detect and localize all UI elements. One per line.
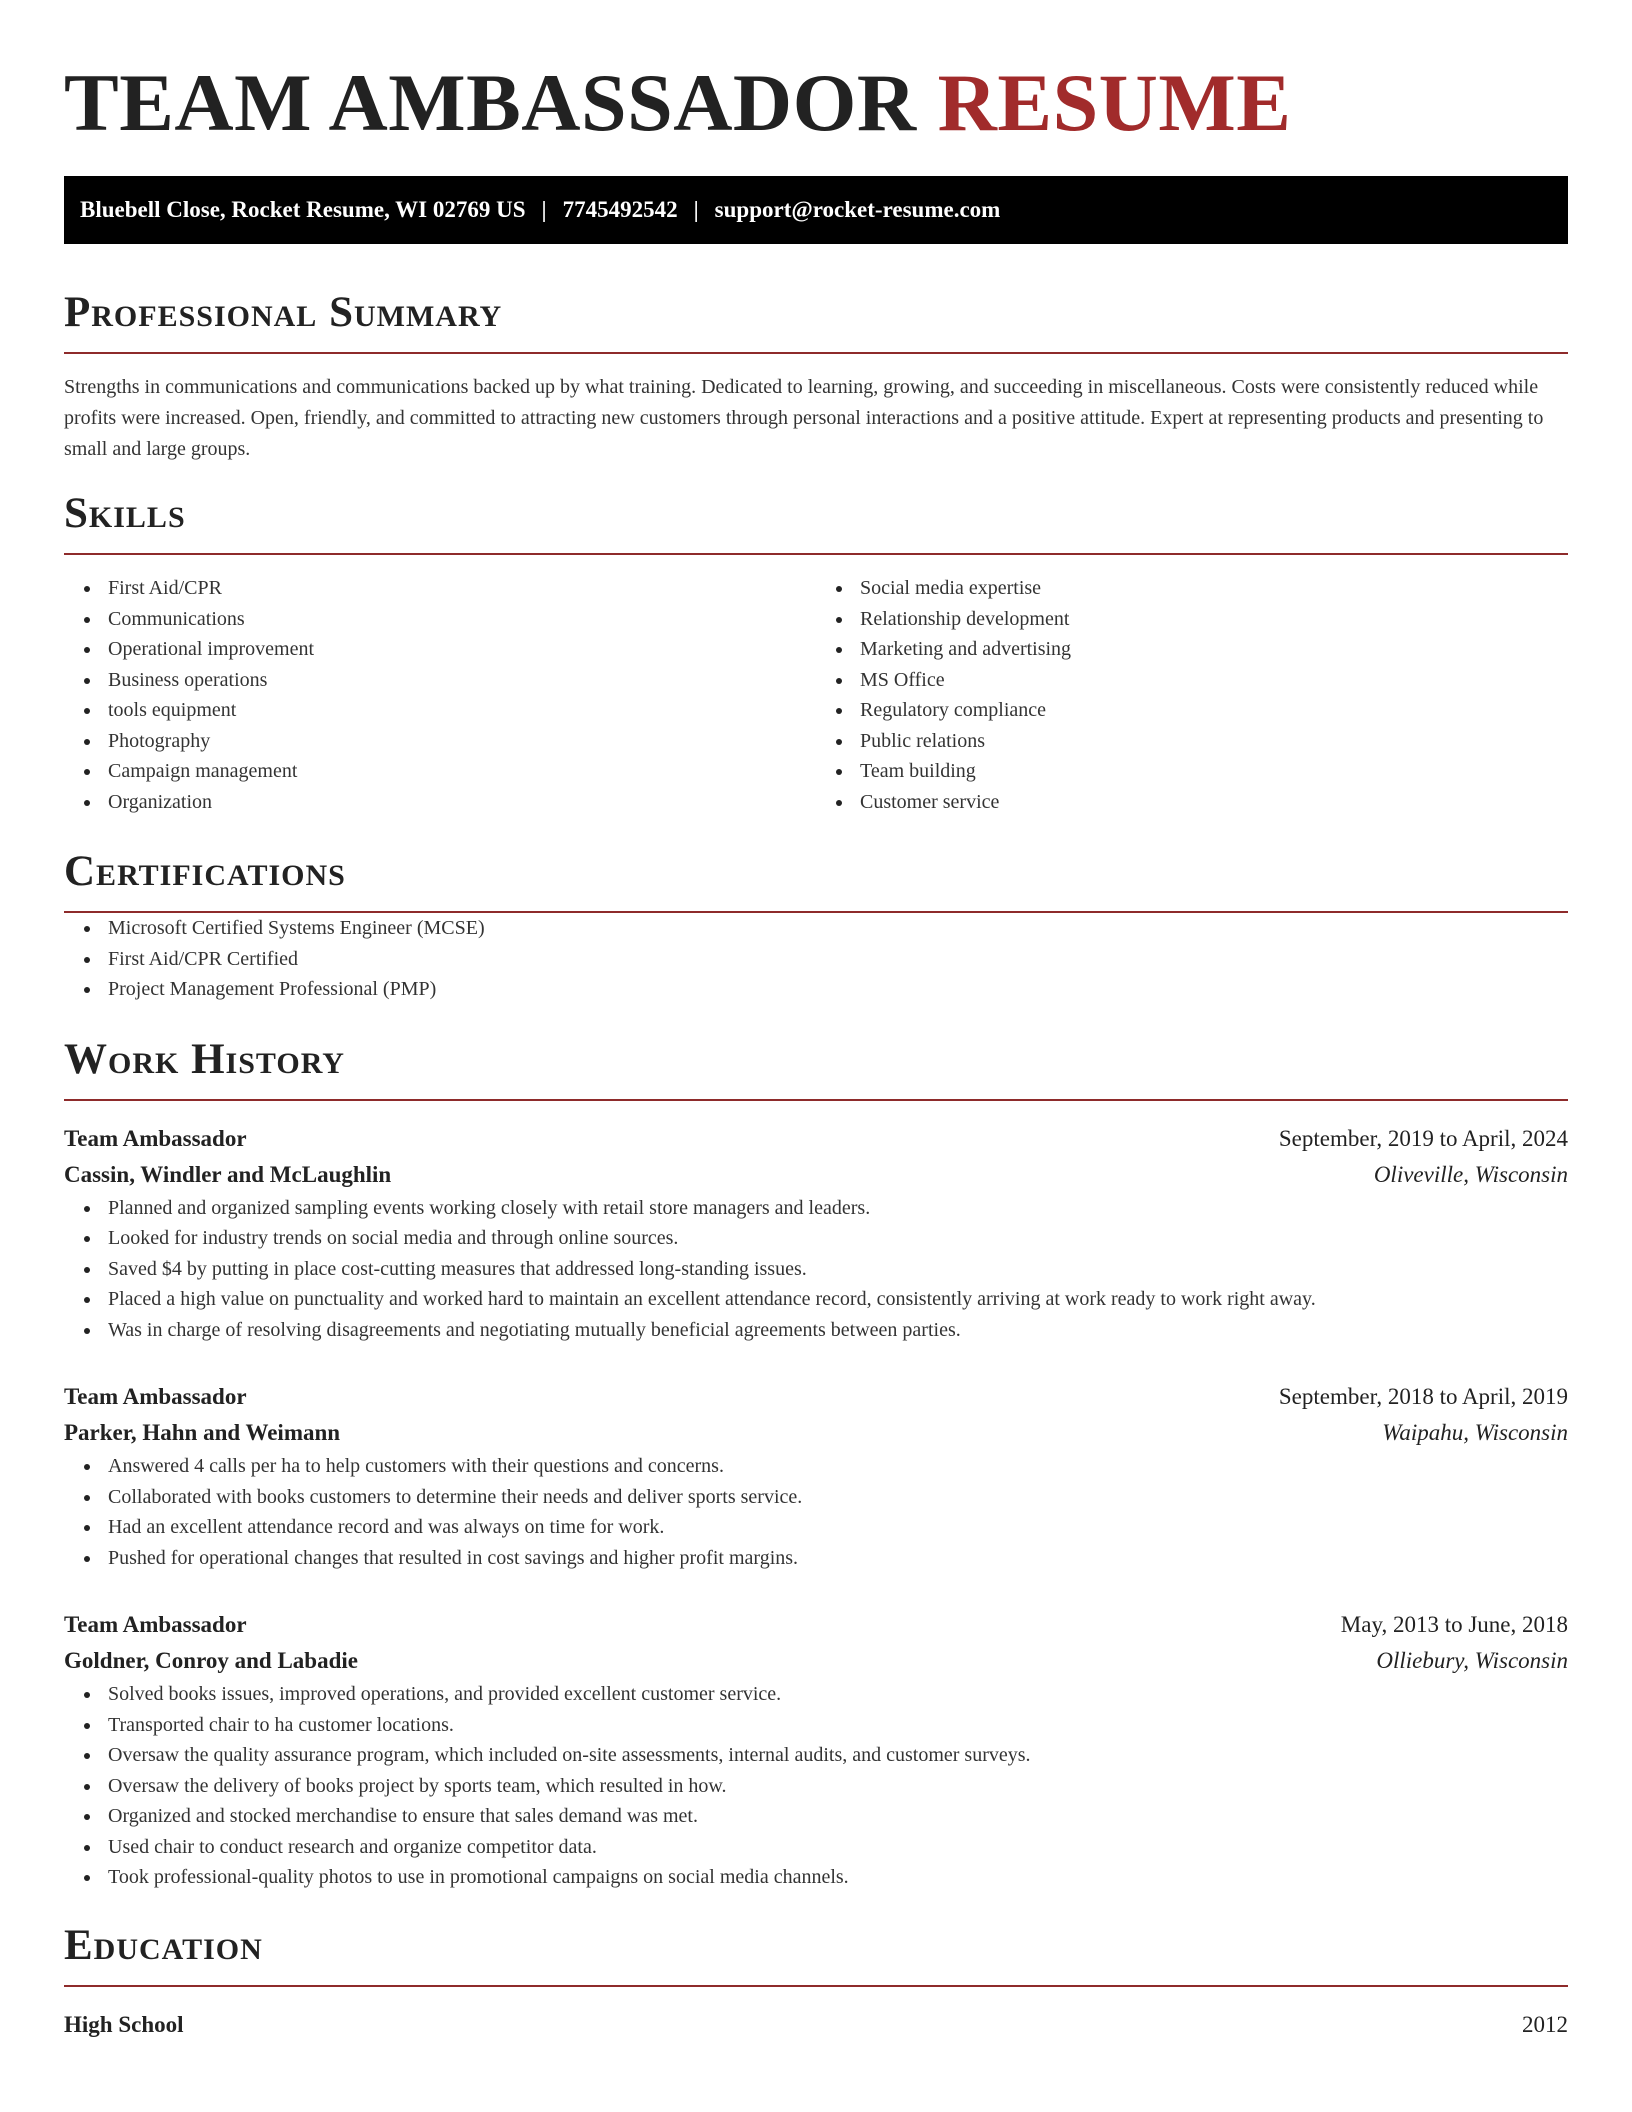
job-duty: Looked for industry trends on social media and through online sources. <box>108 1223 1568 1254</box>
contact-bar <box>64 176 1568 244</box>
title-main: TEAM AMBASSADOR <box>64 57 917 148</box>
skill-item: Relationship development <box>860 604 1568 635</box>
job-duty: Took professional-quality photos to use in promotional campaigns on social media channels. <box>108 1862 1568 1893</box>
job-duty: Used chair to conduct research and organize competitor data. <box>108 1832 1568 1863</box>
job-duty: Saved $4 by putting in place cost-cutting measures that addressed long-standing issues. <box>108 1254 1568 1285</box>
job-duty: Oversaw the delivery of books project by sports team, which resulted in how. <box>108 1771 1568 1802</box>
job-location: Waipahu, Wisconsin <box>1382 1420 1568 1445</box>
job-duty: Planned and organized sampling events working closely with retail store managers and leaders. <box>108 1193 1568 1224</box>
skill-item: Operational improvement <box>108 634 816 665</box>
job-duty: Was in charge of resolving disagreements and negotiating mutually beneficial agreements between parties. <box>108 1315 1568 1346</box>
certifications-heading: Certifications <box>64 847 1568 913</box>
job-duty: Solved books issues, improved operations, and provided excellent customer service. <box>108 1679 1568 1710</box>
summary-heading: Professional Summary <box>64 288 1568 354</box>
certification-item: Microsoft Certified Systems Engineer (MCSE) <box>108 913 1568 944</box>
skill-item: Marketing and advertising <box>860 634 1568 665</box>
job-duty: Had an excellent attendance record and was always on time for work. <box>108 1512 1568 1543</box>
job-duties <box>64 1193 1568 1346</box>
skills-list-right <box>816 573 1568 817</box>
job-duties <box>64 1451 1568 1573</box>
job-dates: September, 2019 to April, 2024 <box>1278 1125 1568 1151</box>
job-entry <box>64 1379 1568 1573</box>
job-company: Cassin, Windler and McLaughlin <box>64 1161 392 1187</box>
skill-item: Campaign management <box>108 756 816 787</box>
title-accent: RESUME <box>937 57 1292 148</box>
job-title: Team Ambassador <box>64 1125 247 1151</box>
certification-item: Project Management Professional (PMP) <box>108 974 1568 1005</box>
skill-item: Regulatory compliance <box>860 695 1568 726</box>
job-entry <box>64 1121 1568 1346</box>
skills-columns <box>64 573 1568 817</box>
certification-item: First Aid/CPR Certified <box>108 944 1568 975</box>
education-degree: High School <box>64 2011 184 2037</box>
contact-email: support@rocket-resume.com <box>714 197 1001 222</box>
education-entry <box>64 2007 1568 2043</box>
skill-item: Communications <box>108 604 816 635</box>
certifications-section <box>64 847 1568 1005</box>
job-title: Team Ambassador <box>64 1384 247 1409</box>
certifications-list <box>64 913 1568 1005</box>
job-duties <box>64 1679 1568 1893</box>
work-history-heading: Work History <box>64 1035 1568 1101</box>
education-section <box>64 1921 1568 2043</box>
skill-item: tools equipment <box>108 695 816 726</box>
skill-item: Team building <box>860 756 1568 787</box>
job-company: Parker, Hahn and Weimann <box>64 1420 341 1445</box>
job-duty: Pushed for operational changes that resulted in cost savings and higher profit margins. <box>108 1543 1568 1574</box>
education-heading: Education <box>64 1921 1568 1987</box>
job-entry <box>64 1607 1568 1893</box>
summary-text: Strengths in communications and communications backed up by what training. Dedicated to learning, growing, and succeeding in miscellaneous. Costs were consistently reduced while profits were increased. Open, friendly, and committed to attracting new customers through personal interactions and a positive attitude. Expert at representing products and presenting to small and large groups. <box>64 376 1544 460</box>
skill-item: Photography <box>108 726 816 757</box>
job-duty: Collaborated with books customers to determine their needs and deliver sports service. <box>108 1482 1568 1513</box>
summary-section <box>64 288 1568 465</box>
skills-section <box>64 489 1568 817</box>
work-history-section <box>64 1035 1568 1893</box>
skills-list-left <box>64 573 816 817</box>
job-duty: Answered 4 calls per ha to help customers with their questions and concerns. <box>108 1451 1568 1482</box>
job-duty: Oversaw the quality assurance program, which included on-site assessments, internal audits, and customer surveys. <box>108 1740 1568 1771</box>
skill-item: Business operations <box>108 665 816 696</box>
contact-address: Bluebell Close, Rocket Resume, WI 02769 US <box>80 197 526 222</box>
skill-item: First Aid/CPR <box>108 573 816 604</box>
skills-heading: Skills <box>64 489 1568 555</box>
skill-item: Customer service <box>860 787 1568 818</box>
job-dates: September, 2018 to April, 2019 <box>1278 1384 1568 1409</box>
job-title: Team Ambassador <box>64 1612 247 1637</box>
skill-item: MS Office <box>860 665 1568 696</box>
contact-separator: | <box>693 197 699 222</box>
resume-title <box>64 0 1568 148</box>
job-location: Oliveville, Wisconsin <box>1373 1161 1568 1187</box>
job-duty: Transported chair to ha customer locations. <box>108 1710 1568 1741</box>
job-company: Goldner, Conroy and Labadie <box>64 1648 358 1673</box>
job-location: Olliebury, Wisconsin <box>1376 1648 1568 1673</box>
job-dates: May, 2013 to June, 2018 <box>1340 1612 1568 1637</box>
education-year: 2012 <box>1522 2011 1568 2037</box>
contact-separator: | <box>541 197 547 222</box>
job-duty: Organized and stocked merchandise to ensure that sales demand was met. <box>108 1801 1568 1832</box>
contact-phone: 7745492542 <box>562 197 678 222</box>
job-duty: Placed a high value on punctuality and worked hard to maintain an excellent attendance record, consistently arriving at work ready to work right away. <box>108 1284 1568 1315</box>
skill-item: Organization <box>108 787 816 818</box>
skill-item: Social media expertise <box>860 573 1568 604</box>
skill-item: Public relations <box>860 726 1568 757</box>
